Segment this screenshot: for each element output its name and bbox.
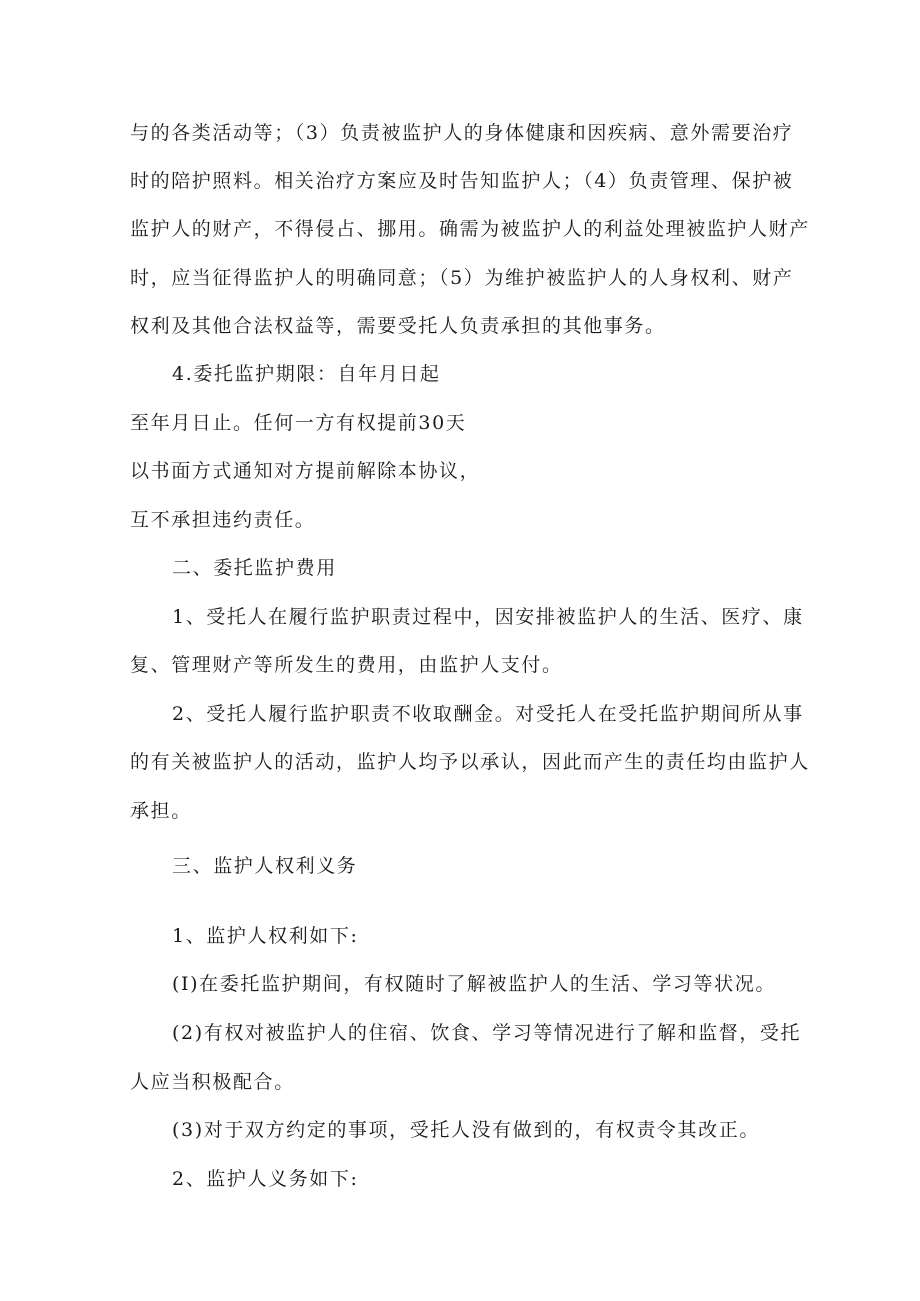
text-line: 时的陪护照料。相关治疗方案应及时告知监护人；（4）负责管理、保护被 (130, 170, 794, 192)
text-line: 权利及其他合法权益等，需要受托人负责承担的其他事务。 (130, 315, 666, 337)
text-line: 互不承担违约责任。 (130, 509, 316, 531)
text-line: 1、监护人权利如下: (172, 925, 359, 947)
text-line: 1、受托人在履行监护职责过程中，因安排被监护人的生活、医疗、康 (172, 606, 804, 628)
text-line: (I)在委托监护期间，有权随时了解被监护人的生活、学习等状况。 (172, 973, 776, 995)
text-line: 监护人的财产，不得侵占、挪用。确需为被监护人的利益处理被监护人财产 (130, 218, 810, 240)
section-heading-fees: 二、委托监护费用 (172, 557, 337, 579)
text-line: 至年月日止。任何一方有权提前30天 (130, 412, 467, 434)
text-line: 2、受托人履行监护职责不收取酬金。对受托人在受托监护期间所从事 (172, 703, 804, 725)
text-line: 的有关被监护人的活动，监护人均予以承认，因此而产生的责任均由监护人 (130, 751, 810, 773)
text-line: 复、管理财产等所发生的费用，由监护人支付。 (130, 654, 563, 676)
text-line: (2)有权对被监护人的住宿、饮食、学习等情况进行了解和监督，受托 (172, 1022, 802, 1044)
text-line: 人应当积极配合。 (130, 1071, 295, 1093)
text-line: 与的各类活动等；（3）负责被监护人的身体健康和因疾病、意外需要治疗 (130, 122, 794, 144)
text-line: 时，应当征得监护人的明确同意；（5）为维护被监护人的人身权利、财产 (130, 267, 794, 289)
text-line: 2、监护人义务如下: (172, 1168, 359, 1190)
text-line: (3)对于双方约定的事项，受托人没有做到的，有权责令其改正。 (172, 1119, 760, 1141)
text-line: 承担。 (130, 800, 192, 822)
section-item-4-term: 4.委托监护期限：自年月日起 (172, 363, 441, 385)
section-heading-guardian-rights: 三、监护人权利义务 (172, 855, 358, 877)
text-line: 以书面方式通知对方提前解除本协议， (130, 460, 481, 482)
